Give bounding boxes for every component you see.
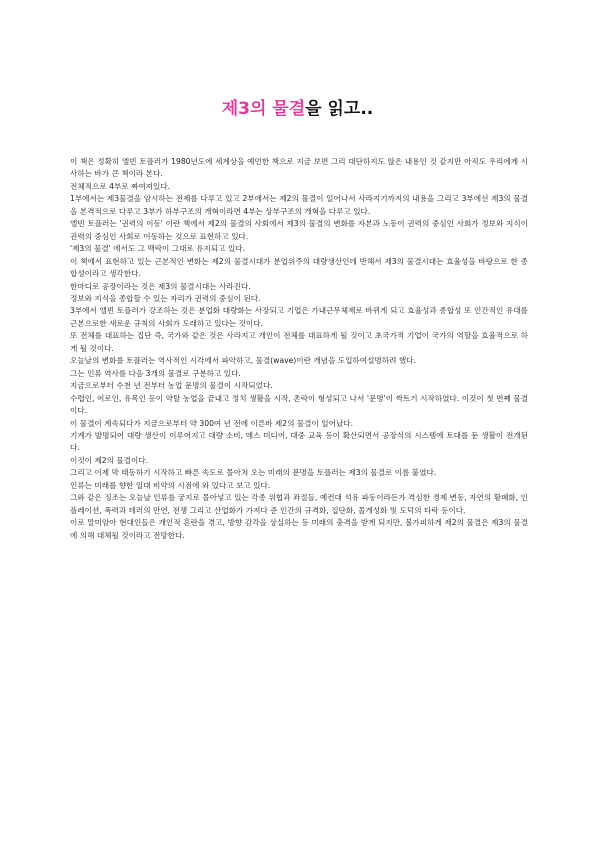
paragraph: 앨빈 토플러는 '권력의 이동' 이란 책에서 제2의 물결의 사회에서 제3의 물결의 변화를 자본과 노동이 권력의 중심인 사회가 정보와 지식이 권력의 중심인 사회로 이동하는 것으로 표현하고 있다. bbox=[70, 219, 528, 241]
paragraph: '제3의 물결' 에서도 그 맥락이 그대로 유지되고 있다. bbox=[70, 244, 246, 254]
paragraph: 이것이 제2의 물결이다. bbox=[70, 455, 149, 465]
paragraph: 3부에서 앨빈 토플러가 강조하는 것은 분업화 대량화는 사장되고 기업은 가내근무체제로 바뀌게 되고 효율성과 종합성 또 인간적인 유대를 근본으로한 새로운 규칙의 사회가 도래하고 있다는 것이다. bbox=[70, 306, 528, 328]
paragraph: 오늘날의 변화를 토플러는 역사적인 시각에서 파악하고, 물결(wave)이란 개념을 도입하여설명하려 했다. bbox=[70, 356, 416, 366]
paragraph: 1부에서는 제3물결을 암시하는 전제를 다루고 있고 2부에서는 제2의 물결이 일어나서 사라지기까지의 내용을 그리고 3부에선 제3의 물결을 본격적으로 다루고 3부가 하부구조의 개혁이라면 4부는 상부구조의 개혁을 다루고 있다. bbox=[70, 194, 528, 216]
document-body bbox=[70, 156, 528, 542]
paragraph: 수렵인, 어로인, 유목인 등이 약탈 농업을 끝내고 정치 생활을 시작, 촌락이 형성되고 나서 '문명'이 싹트기 시작하였다. 이것이 첫 번째 물결이다. bbox=[70, 393, 528, 416]
paragraph: 또 전체를 대표하는 집단 즉, 국가와 같은 것은 사라지고 개인이 전체를 대표하게 될 것이고 초국가적 기업이 국가의 역할을 효율적으로 하게 될 것이다. bbox=[70, 331, 528, 353]
paragraph: 그는 인류 역사를 다음 3개의 물결로 구분하고 있다. bbox=[70, 368, 241, 378]
page-title bbox=[0, 94, 595, 119]
paragraph: 이 책에서 표현하고 있는 근본적인 변화는 제2의 물결시대가 분업위주의 대량생산인데 반해서 제3의 물결시대는 효율성을 바탕으로 한 종합성이라고 생각한다. bbox=[70, 256, 528, 279]
paragraph: 그와 같은 징조는 오늘날 인류를 궁지로 몰아넣고 있는 각종 위협과 좌절들, 예컨대 석유 파동이라든가 격심한 경제 변동, 자연의 황폐화, 인플레이션, 폭력과 테러의 만연, 전쟁 그리고 산업화가 가져다 준 인간의 규격화, 집단화, 몰개성화 및 도덕의 타락 등이다. bbox=[70, 493, 528, 515]
paragraph: 이 책은 정확히 엘빈 토플러가 1980년도에 세계상을 예언한 책으로 지금 보면 그리 대단하지도 않은 내용인 것 같지만 아직도 우리에게 시사하는 바가 큰 책이라 본다. bbox=[70, 157, 528, 179]
paragraph: 기계가 발명되어 대량 생산이 이루어지고 대량 소비, 매스 미디어, 대중 교육 등이 확산되면서 공장식의 시스템에 토대를 둔 생활이 전개된다. bbox=[70, 430, 528, 453]
paragraph: 이 물결이 계속되다가 지금으로부터 약 300여 년 전에 이른바 제2의 물결이 일어났다. bbox=[70, 418, 354, 428]
paragraph: 정보와 지식을 종합할 수 있는 자리가 권력의 중심이 된다. bbox=[70, 293, 261, 303]
title-rest: 을 읽고.. bbox=[305, 99, 374, 119]
paragraph: 지금으로부터 수천 년 전부터 농업 문명의 물결이 시작되었다. bbox=[70, 381, 273, 391]
paragraph: 인류는 미래를 향한 일대 비약의 시점에 와 있다고 보고 있다. bbox=[70, 480, 271, 490]
paragraph: 이로 말미암아 현대인들은 개인적 혼란을 겪고, 방향 감각을 상실하는 등 미래의 충격을 받게 되지만, 불가피하게 제2의 물결은 제3의 물결에 의해 대체될 것이라고 전망한다. bbox=[70, 518, 528, 540]
paragraph: 전체적으로 4부로 짜여져있다. bbox=[70, 181, 171, 191]
paragraph: 그리고 이제 막 태동하기 시작하고 빠른 속도로 몰아쳐 오는 미래의 문명을 토플러는 제3의 물결로 이름 붙였다. bbox=[70, 468, 437, 478]
title-accent: 제3의 물결 bbox=[221, 99, 306, 119]
paragraph: 한마디로 공장이라는 것은 제3의 물결시대는 사라진다. bbox=[70, 281, 251, 291]
